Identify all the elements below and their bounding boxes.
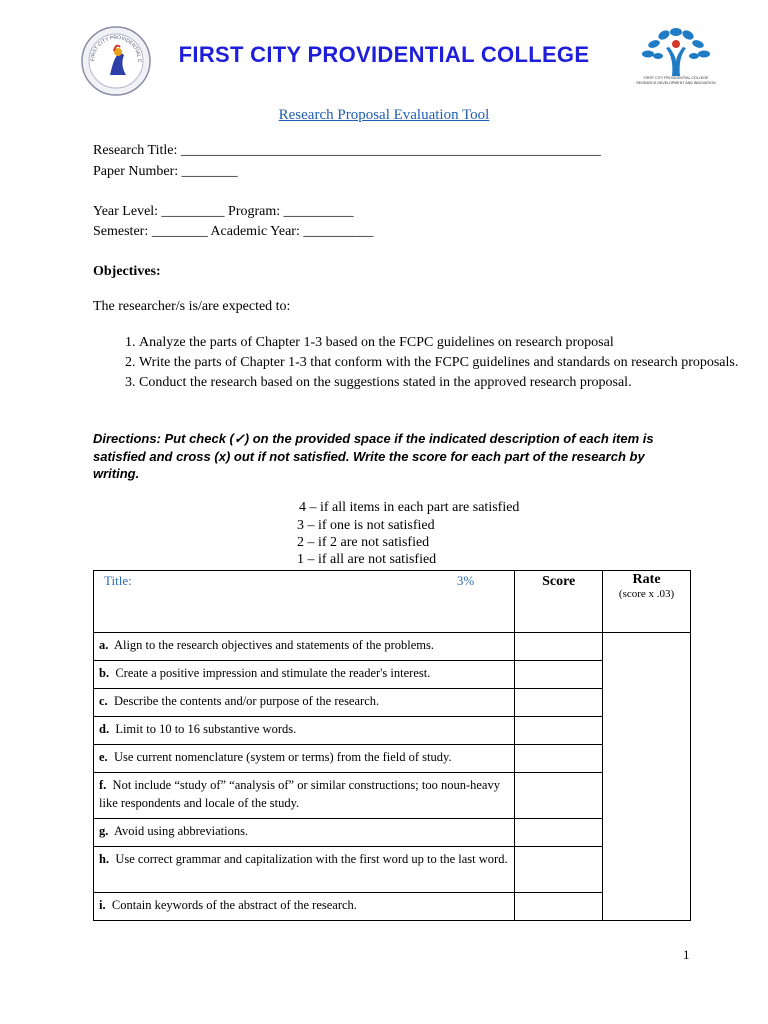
score-cell[interactable] <box>515 819 603 847</box>
objectives-intro: The researcher/s is/are expected to: <box>93 299 291 314</box>
criterion-text: Use correct grammar and capitalization with the first word up to the last word. <box>115 852 508 866</box>
title-percent: 3% <box>456 573 475 588</box>
objective-item: 1. Analyze the parts of Chapter 1-3 based on the FCPC guidelines on research proposal <box>139 333 739 353</box>
title-label: Title: <box>104 573 132 588</box>
score-cell[interactable] <box>515 689 603 717</box>
table-row <box>94 689 691 717</box>
objectives-list <box>93 333 739 393</box>
criterion-letter: a. <box>99 638 109 652</box>
score-cell[interactable] <box>515 893 603 921</box>
title-header-cell <box>94 571 515 633</box>
criterion-cell <box>94 689 515 717</box>
semester-year-field: Semester: ________ Academic Year: __________ <box>93 224 374 239</box>
criterion-text: Describe the contents and/or purpose of the research. <box>113 694 380 708</box>
criterion-letter: e. <box>99 750 108 764</box>
criterion-cell <box>94 745 515 773</box>
score-cell[interactable] <box>515 773 603 819</box>
criterion-text: Create a positive impression and stimulate the reader's interest. <box>115 666 431 680</box>
college-name: FIRST CITY PROVIDENTIAL COLLEGE <box>178 42 590 67</box>
criterion-letter: i. <box>99 898 106 912</box>
year-program-field: Year Level: _________ Program: __________ <box>93 204 354 219</box>
criterion-letter: b. <box>99 666 110 680</box>
evaluation-table <box>93 570 691 921</box>
directions-text: Directions: Put check (✓) on the provided space if the indicated description of each item is satisfied and cross (x) out if not satisfied. Write the score for each part of the research by writing. <box>93 431 654 481</box>
score-cell[interactable] <box>515 717 603 745</box>
criterion-text: Avoid using abbreviations. <box>113 824 249 838</box>
criterion-text: Align to the research objectives and statements of the problems. <box>113 638 434 652</box>
criterion-letter: g. <box>99 824 109 838</box>
table-row <box>94 633 691 661</box>
criterion-cell <box>94 847 515 893</box>
score-header: Score <box>515 571 603 633</box>
table-row <box>94 745 691 773</box>
criterion-letter: d. <box>99 722 110 736</box>
rate-header: Rate <box>632 572 661 587</box>
rate-cell[interactable] <box>603 633 691 921</box>
table-row <box>94 661 691 689</box>
criterion-letter: h. <box>99 852 110 866</box>
score-cell[interactable] <box>515 847 603 893</box>
logo-caption-line-2: RESEARCH DEVELOPMENT AND INNOVATION <box>636 80 716 85</box>
criterion-cell <box>94 773 515 819</box>
criterion-cell <box>94 633 515 661</box>
criterion-cell <box>94 661 515 689</box>
page-number: 1 <box>683 947 690 962</box>
table-row <box>94 893 691 921</box>
criterion-letter: f. <box>99 778 107 792</box>
criterion-letter: c. <box>99 694 108 708</box>
score-cell[interactable] <box>515 633 603 661</box>
score-cell[interactable] <box>515 745 603 773</box>
criterion-cell <box>94 893 515 921</box>
criterion-text: Use current nomenclature (system or terms) from the field of study. <box>113 750 452 764</box>
table-row <box>94 773 691 819</box>
table-row <box>94 717 691 745</box>
logo-caption-line-1: FIRST CITY PROVIDENTIAL COLLEGE <box>643 76 709 80</box>
criterion-cell <box>94 717 515 745</box>
svg-text:FIRST CITY PROVIDENTIAL COLLEG: FIRST CITY PROVIDENTIAL C <box>89 34 143 63</box>
scale-item: 3 – if one is not satisfied <box>297 518 435 533</box>
table-row <box>94 847 691 893</box>
table-header-row <box>94 571 691 633</box>
criterion-text: Not include “study of” “analysis of” or similar constructions; too noun-heavy like respondents and locale of the study. <box>99 778 500 810</box>
score-cell[interactable] <box>515 661 603 689</box>
research-title-field: Research Title: ____________________________________________________________ <box>93 143 601 158</box>
logo-caption <box>636 76 716 85</box>
objectives-heading: Objectives: <box>93 264 161 279</box>
rate-subheader: (score x .03) <box>618 588 675 600</box>
objective-item: 3. Conduct the research based on the suggestions stated in the approved research proposal. <box>139 373 739 393</box>
criterion-text: Limit to 10 to 16 substantive words. <box>115 722 297 736</box>
scale-item: 4 – if all items in each part are satisfied <box>299 500 520 515</box>
paper-number-field: Paper Number: ________ <box>93 164 238 179</box>
scale-item: 2 – if 2 are not satisfied <box>297 535 430 550</box>
document-title: Research Proposal Evaluation Tool <box>278 107 490 123</box>
scale-item: 1 – if all are not satisfied <box>297 552 437 567</box>
rate-header-cell <box>603 571 691 633</box>
objective-item: 2. Write the parts of Chapter 1-3 that conform with the FCPC guidelines and standards on research proposals. <box>139 353 739 373</box>
criterion-text: Contain keywords of the abstract of the research. <box>111 898 357 912</box>
table-row <box>94 819 691 847</box>
criterion-cell <box>94 819 515 847</box>
